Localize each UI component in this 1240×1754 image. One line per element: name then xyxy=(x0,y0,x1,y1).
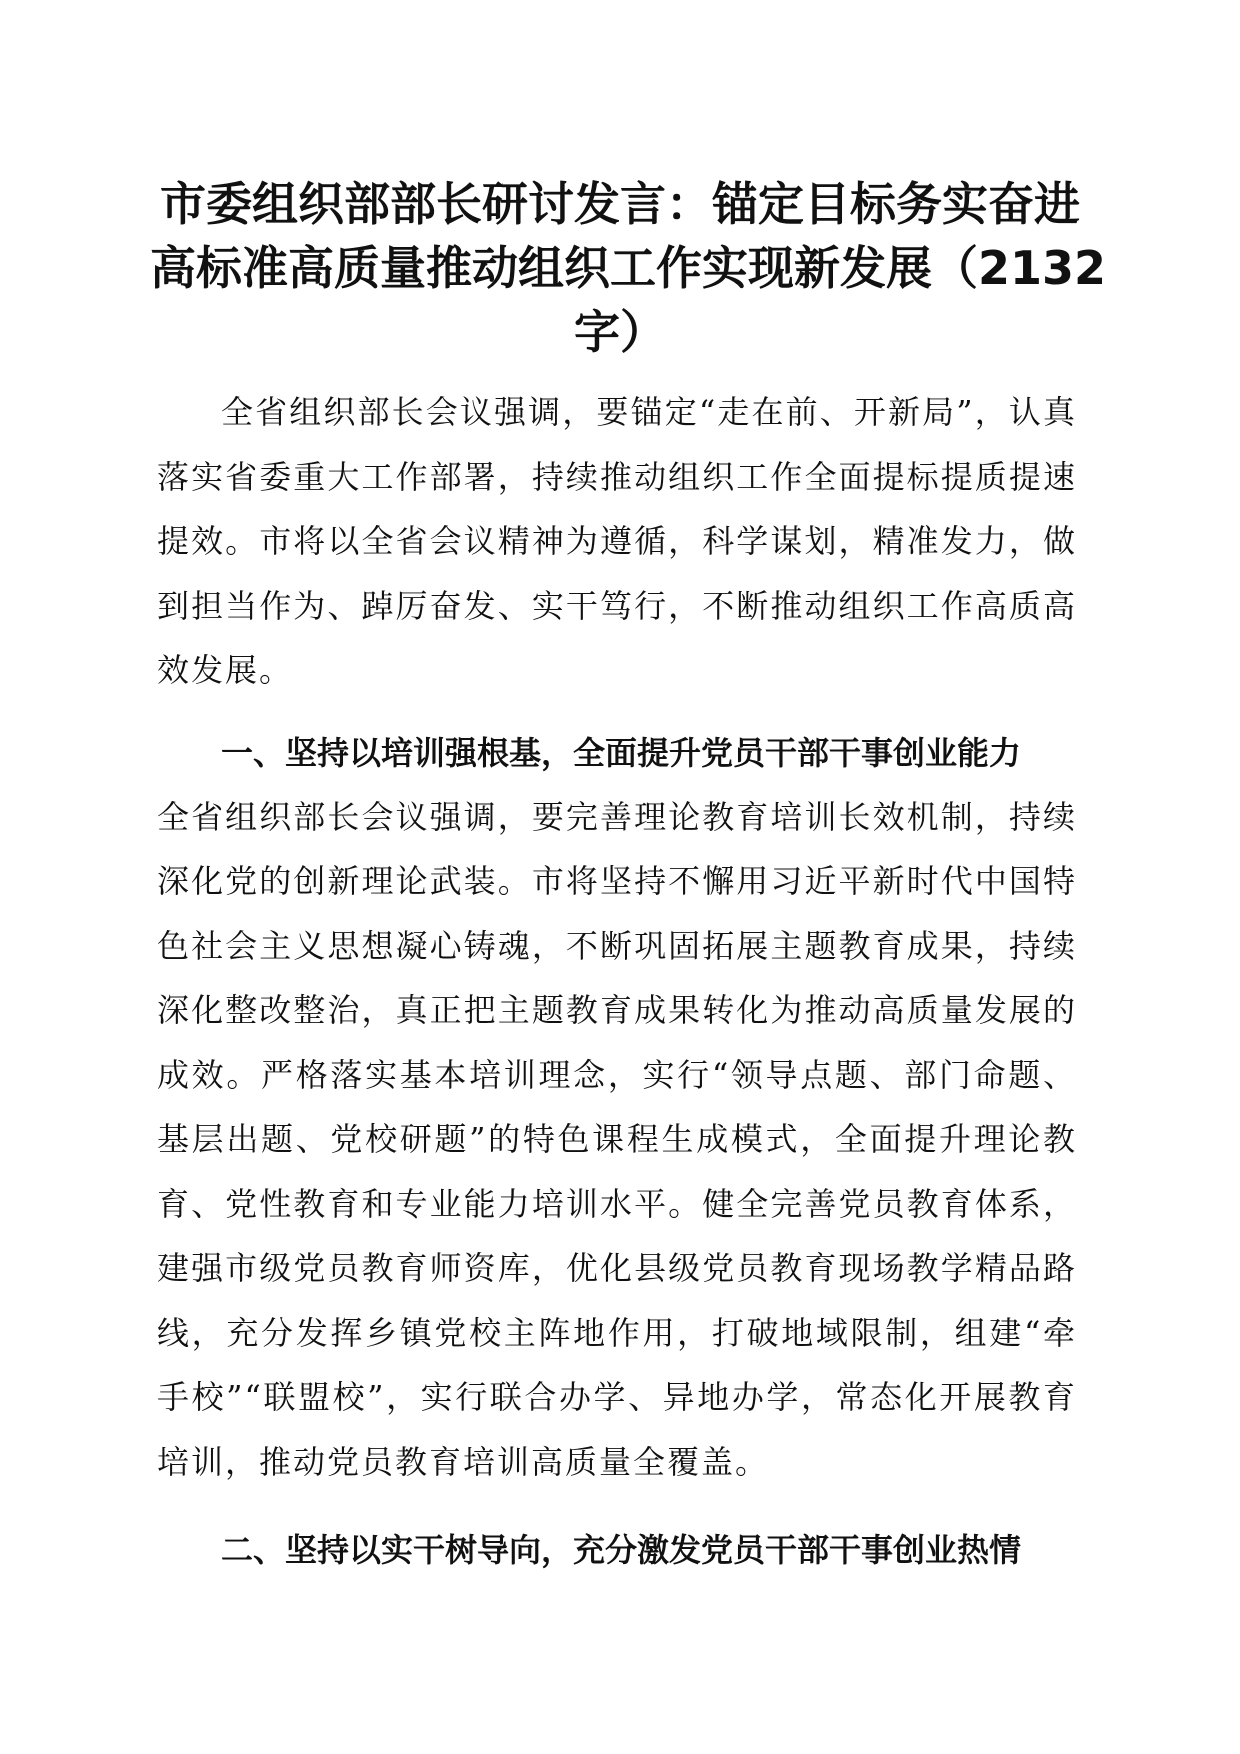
title-line-3: 字） xyxy=(574,305,666,359)
title-line-2: 高标准高质量推动组织工作实现新发展（2132 xyxy=(150,241,1107,295)
document-title xyxy=(150,172,1107,364)
intro-paragraph: 全省组织部长会议强调，要锚定“走在前、开新局”，认真落实省委重大工作部署，持续推动组织工作全面提标提质提速提效。市将以全省会议精神为遵循，科学谋划，精准发力，做到担当作为、踔厉奋发、实干笃行，不断推动组织工作高质高效发展。 xyxy=(157,393,1077,689)
title-line-1: 市委组织部部长研讨发言：锚定目标务实奋进 xyxy=(160,177,1080,231)
section-2-heading: 二、坚持以实干树导向，充分激发党员干部干事创业热情 xyxy=(221,1531,1022,1569)
document-body xyxy=(157,380,1077,1582)
section-1-paragraph: 全省组织部长会议强调，要完善理论教育培训长效机制，持续深化党的创新理论武装。市将坚持不懈用习近平新时代中国特色社会主义思想凝心铸魂，不断巩固拓展主题教育成果，持续深化整改整治，真正把主题教育成果转化为推动高质量发展的成效。严格落实基本培训理念，实行“领导点题、部门命题、基层出题、党校研题”的特色课程生成模式，全面提升理论教育、党性教育和专业能力培训水平。健全完善党员教育体系，建强市级党员教育师资库，优化县级党员教育现场教学精品路线，充分发挥乡镇党校主阵地作用，打破地域限制，组建“牵手校”“联盟校”，实行联合办学、异地办学，常态化开展教育培训，推动党员教育培训高质量全覆盖。 xyxy=(157,797,1077,1481)
section-1-heading: 一、坚持以培训强根基，全面提升党员干部干事创业能力 xyxy=(221,733,1022,772)
